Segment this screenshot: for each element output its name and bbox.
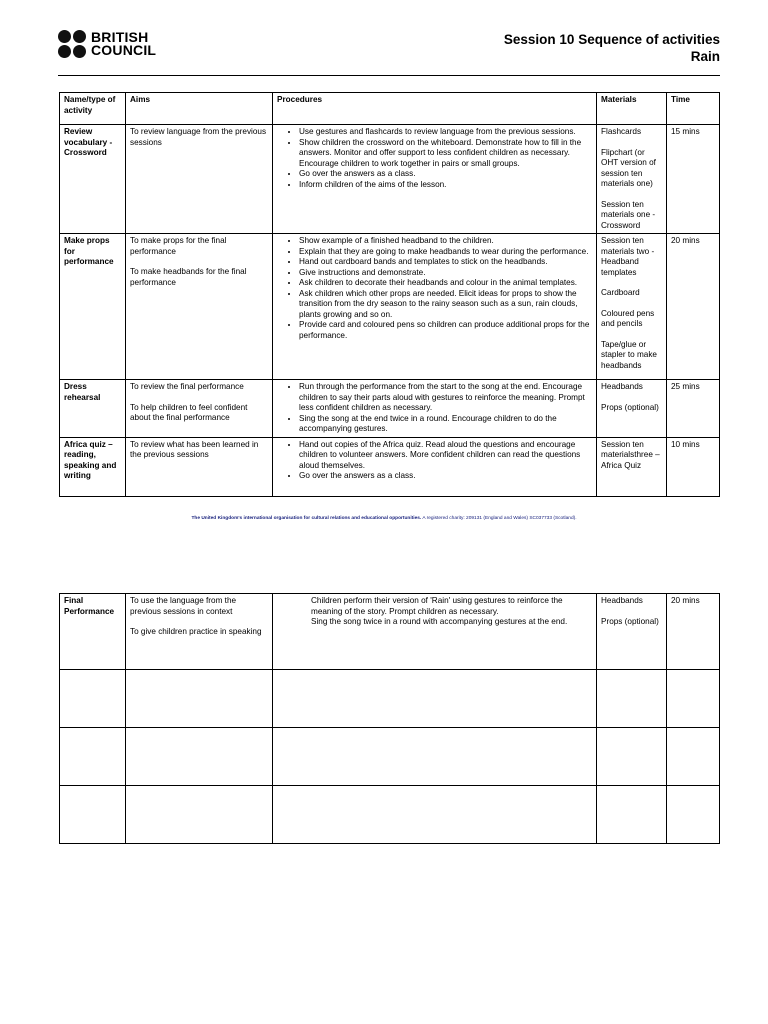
activities-table [59,92,720,497]
activity-time: 25 mins [667,380,720,438]
table-row [60,437,720,496]
table-row [60,594,720,670]
activities-table-continued [59,593,720,844]
activity-materials: Session ten materials two - Headband templates Cardboard Coloured pens and pencils Tape/glue or stapler to make headbands [597,234,667,380]
activity-aims: To review the final performance To help children to feel confident about the final performance [126,380,273,438]
activity-procedures: Children perform their version of 'Rain' using gestures to reinforce the meaning of the story. Prompt children as necessary. Sing the song twice in a round with accompanying gestures at the end. [273,594,597,670]
activity-time: 10 mins [667,437,720,496]
activity-time: 20 mins [667,234,720,380]
activity-name: Africa quiz – reading, speaking and writing [60,437,126,496]
activity-procedures: • Run through the performance from the start to the song at the end. Encourage children to say their parts aloud with gestures to reinforce the meaning. Prompt less confident children as necessary. • Sing the song at the end twice in a round. Encourage children to do the accompanying gestures. [273,380,597,438]
logo-dots-icon [58,30,86,58]
header-time: Time [667,93,720,125]
empty-table-row [60,670,720,728]
header-materials: Materials [597,93,667,125]
british-council-logo [58,30,156,58]
activity-procedures: • Show example of a finished headband to the children. • Explain that they are going to make headbands to wear during the performance. • Hand out cardboard bands and templates to stick on the headbands. • Give instructions and demonstrate. • Ask children to decorate their headbands and colour in the animal templates. • Ask children which other props are needed. Elicit ideas for props to show the transition from the dry season to the rainy season such as a sun, rain clouds, plants growing and so on. • Provide card and coloured pens so children can produce additional props for the performance. [273,234,597,380]
header-aims: Aims [126,93,273,125]
activity-aims: To review what has been learned in the previous sessions [126,437,273,496]
table-header-row [60,93,720,125]
document-title [504,31,720,65]
title-line-2: Rain [690,49,720,64]
activity-time: 20 mins [667,594,720,670]
activity-time: 15 mins [667,125,720,234]
header-procedures: Procedures [273,93,597,125]
activity-aims: To use the language from the previous sessions in context To give children practice in speaking [126,594,273,670]
logo-text: BRITISH COUNCIL [91,29,157,58]
header-rule [58,75,720,76]
empty-table-row [60,786,720,844]
activity-materials: Headbands Props (optional) [597,380,667,438]
table-row [60,380,720,438]
title-line-1: Session 10 Sequence of activities [503,32,720,47]
empty-table-row [60,728,720,786]
activity-procedures: • Use gestures and flashcards to review language from the previous sessions. • Show children the crossword on the whiteboard. Demonstrate how to fill in the answers. Monitor and offer support to less confident children as necessary. Encourage children to work together in pairs or small groups. • Go over the answers as a class. • Inform children of the aims of the lesson. [273,125,597,234]
activity-aims: To review language from the previous sessions [126,125,273,234]
activity-name: Final Performance [60,594,126,670]
activity-name: Dress rehearsal [60,380,126,438]
activity-name: Review vocabulary - Crossword [60,125,126,234]
activity-materials: Flashcards Flipchart (or OHT version of session ten materials one) Session ten materials one - Crossword [597,125,667,234]
activity-name: Make props for performance [60,234,126,380]
activity-procedures: • Hand out copies of the Africa quiz. Read aloud the questions and encourage children to volunteer answers. More confident children can read the questions aloud themselves. • Go over the answers as a class. [273,437,597,496]
charity-footer: The United Kingdom's international organisation for cultural relations and educational opportunities. A registered charity: 209131 (England and Wales) SC037733 (Scotland). [191,516,577,521]
activity-materials: Headbands Props (optional) [597,594,667,670]
activity-materials: Session ten materialsthree – Africa Quiz [597,437,667,496]
table-row [60,234,720,380]
table-row [60,125,720,234]
activity-aims: To make props for the final performance To make headbands for the final performance [126,234,273,380]
header-name: Name/type of activity [60,93,126,125]
